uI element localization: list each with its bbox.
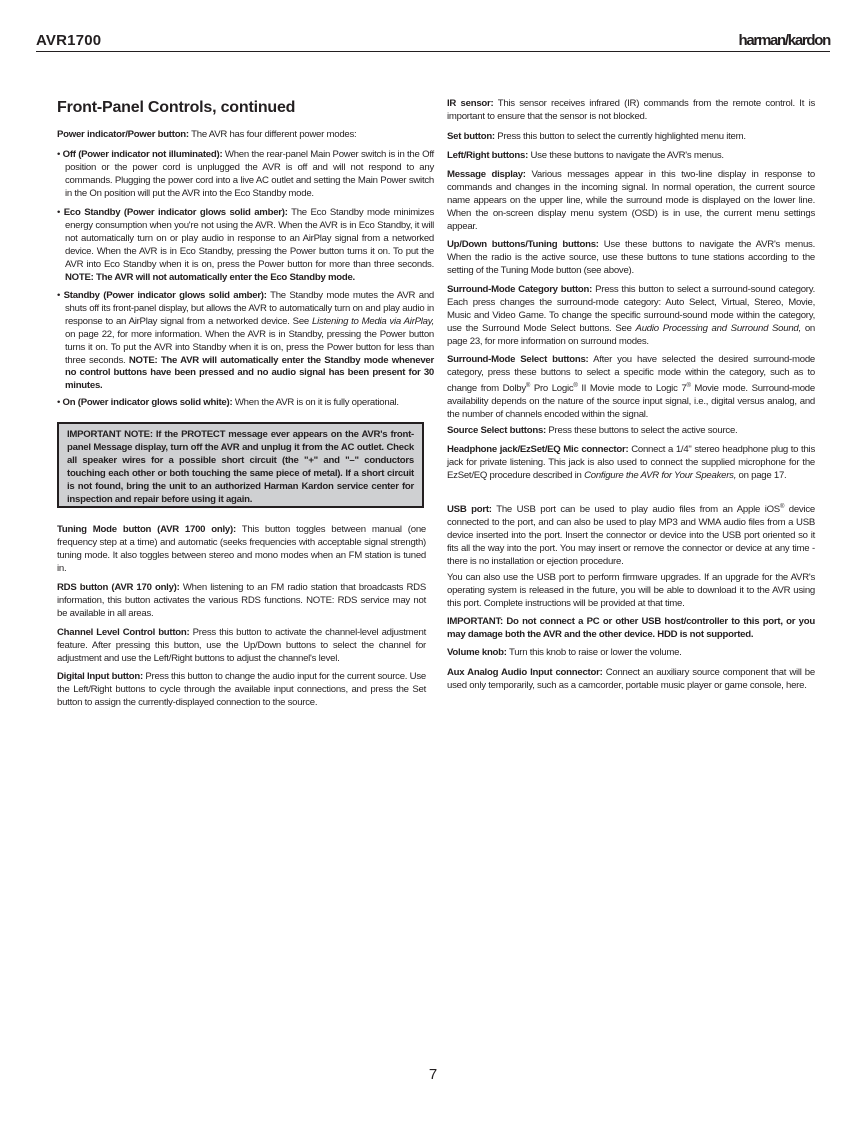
usb-label: USB port: [447, 504, 492, 516]
scat-text-2: on page 23, for more information on surround modes. [447, 322, 815, 347]
usb-important-paragraph [447, 616, 815, 642]
src-label: Source Select buttons: [447, 425, 546, 436]
off-label: Off (Power indicator not illuminated): [62, 149, 223, 160]
eco-label: Eco Standby (Power indicator glows solid amber): [63, 207, 288, 218]
hp-link-text: Configure the AVR for Your Speakers, [584, 469, 737, 481]
rds-paragraph [57, 582, 426, 621]
standby-link-text: Listening to Media via AirPlay, [312, 315, 434, 327]
ud-label: Up/Down buttons/Tuning buttons: [447, 239, 599, 250]
msg-text: Various messages appear in this two-line display in response to commands and changes in the incoming signal. In normal operation, the current source name appears on the upper line, while the surround mode is displayed on the lower line. When the on-screen display menu system (OSD) is in use, the current menu settings appear. [447, 169, 816, 232]
usb-text-1: The USB port can be used to play audio files from an Apple iOS [496, 504, 780, 516]
rds-label: RDS button (AVR 170 only): [57, 582, 180, 593]
scat-text-1: Press this button to select a surround-sound category. Each press changes the surround-mode category: Auto Select, Virtual, Stereo, Movie, Music and Video Game. To change the specific surround-sound mode within the category, use the Surround Mode Select buttons. See [447, 284, 815, 334]
page-title: Front-Panel Controls, continued [57, 99, 296, 116]
usb-firmware-paragraph [447, 572, 815, 611]
surround-select-paragraph [447, 354, 815, 422]
channel-level-paragraph [57, 627, 426, 666]
power-heading: Power indicator/Power button: [57, 129, 189, 140]
ir-sensor-paragraph [447, 98, 815, 124]
header-model: AVR1700 [36, 32, 102, 49]
digital-text: Press this button to change the audio input for the current source. Use the Left/Right buttons to cycle through the available input connections, and press the Set button to assign the currently-displayed connection to the source. [57, 671, 426, 708]
set-button-paragraph [447, 131, 815, 144]
on-text: When the AVR is on it is fully operational. [234, 397, 399, 408]
hp-label: Headphone jack/EzSet/EQ Mic connector: [447, 444, 629, 455]
channel-text: Press this button to activate the channel-level adjustment feature. After pressing this button, use the Up/Down buttons to select the channel for adjustment and use the Left/Right buttons to adjust the channel's level. [57, 627, 426, 664]
digital-input-paragraph [57, 671, 426, 710]
aux-input-paragraph [447, 667, 815, 693]
registered-mark: ® [573, 382, 578, 389]
hp-text-2: on page 17. [738, 469, 787, 481]
registered-mark: ® [686, 382, 691, 389]
bullet-standby: • Standby (Power indicator glows solid amber): The Standby mode mutes the AVR and shuts off its front-panel display, but allows the AVR to automatically turn on and play audio in response to an AirPlay signal from a networked device. See Listening to Media via AirPlay, on page 22, for more information. When the AVR is in Standby, pressing the Power button turns it on. To put the AVR into Standby when it is on, press the Power button for less than three seconds. NOTE: The AVR will automatically enter the Standby mode whenever no control buttons have been pressed and no audio signal has been present for 30 minutes. [57, 290, 435, 392]
left-right-paragraph [447, 150, 815, 163]
eco-text: The Eco Standby mode minimizes energy consumption when you're not using the AVR. When the AVR is in Eco Standby, it will not automatically turn on or play audio in response to an AirPlay signal from a networked device. When the AVR is in Eco Standby, pressing the Power button turns it on. To put the AVR into Eco Standby when it is on, press the Power button for more than three seconds. [65, 207, 434, 270]
headphone-paragraph [447, 444, 815, 483]
set-label: Set button: [447, 131, 495, 142]
set-text: Press this button to select the currently highlighted menu item. [497, 131, 746, 142]
aux-text: Connect an auxiliary source component that will be used only temporarily, such as a camcorder, portable music player or game console, here. [447, 667, 815, 691]
ir-label: IR sensor: [447, 98, 494, 109]
vol-text: Turn this knob to raise or lower the volume. [508, 647, 682, 658]
source-select-paragraph [447, 425, 815, 438]
ssel-text-4: Movie mode. Surround-mode availability depends on the nature of the source input signal, i.e., digital versus analog, and the number of channels encoded within the signal. [447, 383, 815, 420]
msg-label: Message display: [447, 169, 526, 180]
aux-label: Aux Analog Audio Input connector: [447, 667, 603, 678]
tuning-text: This button toggles between manual (one frequency step at a time) and automatic (seeks frequencies with acceptable signal strength) tuning mode. It also toggles between stereo and mono modes when an FM station is tuned in. [57, 524, 426, 574]
usb-port-paragraph [447, 501, 815, 569]
lr-label: Left/Right buttons: [447, 150, 529, 161]
ssel-text-2: Pro Logic [533, 383, 574, 394]
scat-label: Surround-Mode Category button: [447, 284, 593, 295]
message-display-paragraph [447, 169, 815, 234]
power-intro: The AVR has four different power modes: [191, 129, 357, 140]
ssel-text-1: After you have selected the desired surround-mode category, press these buttons to select a specific mode within the category, such as to change from Dolby [447, 354, 816, 394]
brand-logo: harman/kardon [738, 32, 830, 49]
on-label: On (Power indicator glows solid white): [62, 397, 233, 408]
tuning-label: Tuning Mode button (AVR 1700 only): [57, 524, 236, 535]
digital-label: Digital Input button: [57, 671, 143, 682]
usb-important: IMPORTANT: Do not connect a PC or other USB host/controller to this port, or you may damage both the AVR and the other device. HDD is not supported. [447, 616, 815, 640]
up-down-paragraph [447, 239, 815, 278]
usb-text-2: device connected to the port, and can also be used to play MP3 and WMA audio files from a USB device inserted into the port. Insert the connector or device into the USB port oriented so it fits all the way into the port. You may insert or remove the connector or device at any time - there is no installation or ejection procedure. [447, 504, 815, 567]
bullet-off: • Off (Power indicator not illuminated): When the rear-panel Main Power switch is in the Off position or the power cord is unplugged the AVR is off and will not respond to any commands. Plugging the power cord into a live AC outlet and setting the Main Power switch in the On position will put the AVR into the Eco Standby mode. [57, 149, 434, 199]
hp-text-1: Connect a 1/4" stereo headphone plug to this jack for private listening. This jack is also used to connect the supplied microphone for the EzSet/EQ procedure described in [447, 444, 815, 481]
ssel-text-3: II Movie mode to Logic 7 [581, 383, 687, 394]
ssel-label: Surround-Mode Select buttons: [447, 354, 589, 365]
rds-text: When listening to an FM radio station that broadcasts RDS information, this button activates the various RDS functions. NOTE: RDS service may not be available in all areas. [57, 582, 426, 619]
off-text: When the rear-panel Main Power switch is in the Off position or the power cord is unplugged the AVR is off and will not respond to any commands. Plugging the power cord into a live AC outlet and setting the Main Power switch in the On position will put the AVR into the Eco Standby mode. [65, 149, 434, 199]
channel-label: Channel Level Control button: [57, 627, 190, 638]
scat-link-text: Audio Processing and Surround Sound, [635, 322, 801, 334]
src-text: Press these buttons to select the active source. [548, 425, 738, 436]
registered-mark: ® [525, 382, 531, 389]
eco-note: NOTE: The AVR will not automatically enter the Eco Standby mode. [65, 271, 355, 283]
ud-text: Use these buttons to navigate the AVR's menus. When the radio is the active source, use these buttons to tune stations according to the setting of the Tuning Mode button (see above). [447, 239, 816, 276]
bullet-on: • On (Power indicator glows solid white): When the AVR is on it is fully operational. [57, 397, 399, 408]
bullet-eco-standby: • Eco Standby (Power indicator glows solid amber): The Eco Standby mode minimizes energy consumption when you're not using the AVR. When the AVR is in Eco Standby, it will not automatically turn on or play audio in response to an AirPlay signal from a networked device. When the AVR is in Eco Standby, pressing the Power button turns it on. To put the AVR into Eco Standby when it is on, press the Power button for more than three seconds. NOTE: The AVR will not automatically enter the Eco Standby mode. [57, 207, 434, 283]
standby-text-2: on page 22, for more information. When the AVR is in Standby, pressing the Power button turns it on. To put the AVR into Standby when it is on, press the Power button for less than three seconds. [65, 328, 434, 366]
standby-label: Standby (Power indicator glows solid amber): [63, 290, 267, 301]
header-divider [36, 51, 830, 52]
registered-mark: ® [779, 504, 785, 510]
surround-category-paragraph [447, 284, 815, 349]
power-intro-paragraph [57, 129, 426, 142]
ir-text: This sensor receives infrared (IR) commands from the remote control. It is important to ensure that the sensor is not blocked. [447, 98, 816, 122]
standby-text-1: The Standby mode mutes the AVR and shuts off its front-panel display, but allows the AVR to automatically turn on and play audio in response to an AirPlay signal from a networked device. See [65, 290, 434, 327]
tuning-mode-paragraph [57, 524, 426, 576]
important-note-text: IMPORTANT NOTE: If the PROTECT message ever appears on the AVR's front-panel Message display, turn off the AVR and unplug it from the AC outlet. Check all speaker wires for a possible short circuit (the "+" and "–" conductors touching each other or both touching the same piece of metal). If a short circuit is not found, bring the unit to an authorized Harman Kardon service center for inspection and repair before using it again. [67, 429, 414, 505]
volume-knob-paragraph [447, 647, 815, 660]
lr-text: Use these buttons to navigate the AVR's menus. [530, 150, 724, 161]
page-number: 7 [428, 1066, 438, 1083]
standby-note: NOTE: The AVR will automatically enter the Standby mode whenever no control buttons have been pressed and no audio signal has been present for 30 minutes. [65, 354, 435, 392]
vol-label: Volume knob: [447, 647, 507, 658]
important-note-box [57, 422, 424, 508]
usb-fw-text: You can also use the USB port to perform firmware upgrades. If an upgrade for the AVR's operating system is released in the future, you will be able to download it to the AVR using this port. Complete instructions will be provided at that time. [447, 572, 815, 609]
